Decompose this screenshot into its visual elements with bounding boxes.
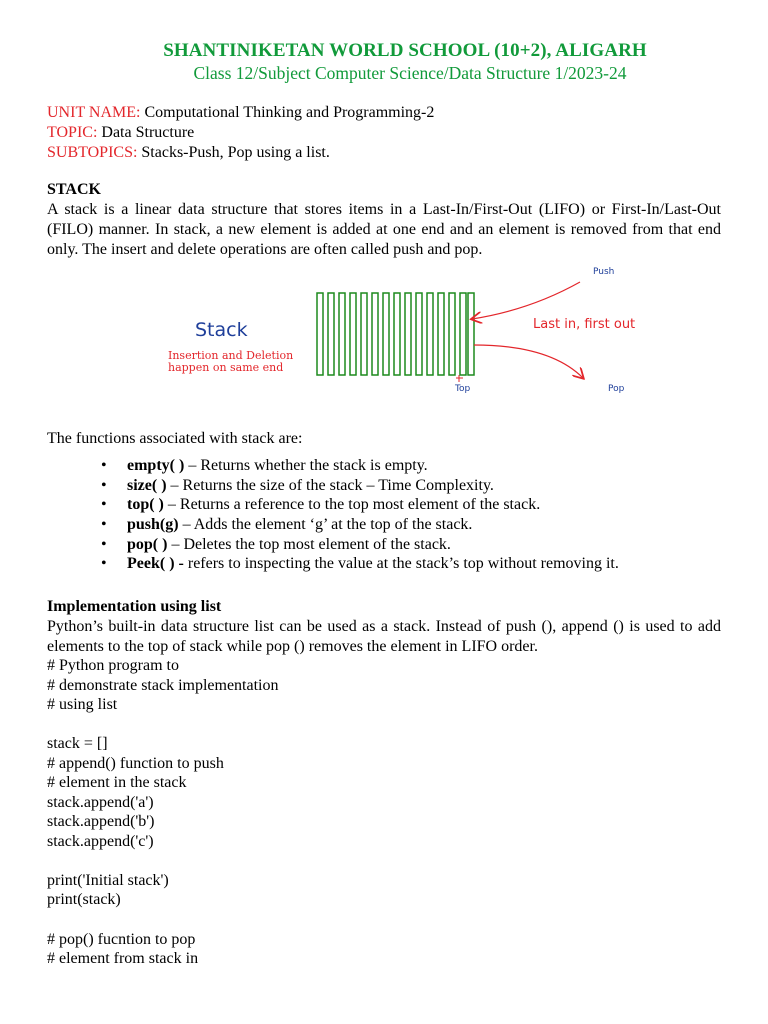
function-desc: – Returns whether the stack is empty.	[184, 457, 428, 474]
class-line: Class 12/Subject Computer Science/Data Structure 1/2023-24	[193, 63, 627, 83]
unit-line	[47, 103, 434, 123]
code-line: # Python program to	[47, 657, 179, 674]
function-name: top( )	[127, 496, 164, 514]
stack-paragraph: A stack is a linear data structure that stores items in a Last-In/First-Out (LIFO) or First-In/Last-Out (FILO) manner. In stack, a new element is added at one end and an element is removed from that end only. The insert and delete operations are often called push and pop.	[47, 201, 721, 258]
subtopics-value: Stacks-Push, Pop using a list.	[137, 144, 330, 161]
code-line: stack.append('b')	[47, 813, 155, 830]
function-name: empty( )	[127, 457, 185, 474]
function-desc: – Deletes the top most element of the stack.	[167, 535, 451, 553]
push-label: Push	[593, 267, 615, 277]
code-line: print(stack)	[47, 891, 121, 908]
unit-label: UNIT NAME:	[47, 104, 141, 121]
stack-heading: STACK	[47, 181, 101, 198]
diagram-title: Stack	[195, 319, 248, 341]
stack-diagram	[150, 265, 670, 405]
diagram-note-1: Insertion and Deletion	[168, 349, 294, 362]
subtopics-label: SUBTOPICS:	[47, 144, 138, 161]
code-line: # element in the stack	[47, 774, 187, 791]
function-desc: – Adds the element ‘g’ at the top of the stack.	[178, 516, 473, 534]
code-line: stack.append('c')	[47, 833, 154, 850]
implementation-heading: Implementation using list	[47, 598, 222, 615]
diagram-note-2: happen on same end	[168, 361, 284, 374]
subtopics-line	[47, 143, 330, 163]
push-arrow	[472, 282, 580, 319]
top-label: Top	[455, 384, 471, 394]
code-line: # using list	[47, 696, 118, 713]
function-desc: – Returns the size of the stack – Time Complexity.	[166, 476, 494, 494]
function-name: push(g)	[127, 516, 179, 534]
pop-arrow	[474, 345, 583, 378]
code-line: # pop() fucntion to pop	[47, 931, 196, 948]
implementation-paragraph: Python’s built-in data structure list can be used as a stack. Instead of push (), append () is used to add elements to the top of stack while pop () removes the element in LIFO order.	[47, 618, 721, 655]
code-line: stack.append('a')	[47, 794, 154, 811]
code-line: # append() function to push	[47, 755, 224, 772]
function-name: size( )	[127, 476, 167, 494]
topic-label: TOPIC:	[47, 124, 98, 141]
code-line: # element from stack in	[47, 950, 199, 967]
function-name: Peek( ) -	[127, 555, 184, 573]
function-desc: – Returns a reference to the top most element of the stack.	[163, 496, 541, 514]
school-title: SHANTINIKETAN WORLD SCHOOL (10+2), ALIGARH	[163, 40, 647, 61]
topic-value: Data Structure	[97, 124, 195, 141]
code-line: print('Initial stack')	[47, 872, 169, 889]
code-line: stack = []	[47, 735, 108, 752]
function-name: pop( )	[127, 535, 168, 553]
code-line: # demonstrate stack implementation	[47, 677, 279, 694]
unit-value: Computational Thinking and Programming-2	[140, 104, 435, 121]
lifo-label: Last in, first out	[533, 317, 636, 332]
topic-line	[47, 123, 194, 143]
function-desc: refers to inspecting the value at the stack’s top without removing it.	[183, 555, 619, 573]
stack-cells	[317, 293, 474, 375]
pop-label: Pop	[608, 384, 625, 394]
functions-intro: The functions associated with stack are:	[47, 430, 303, 447]
